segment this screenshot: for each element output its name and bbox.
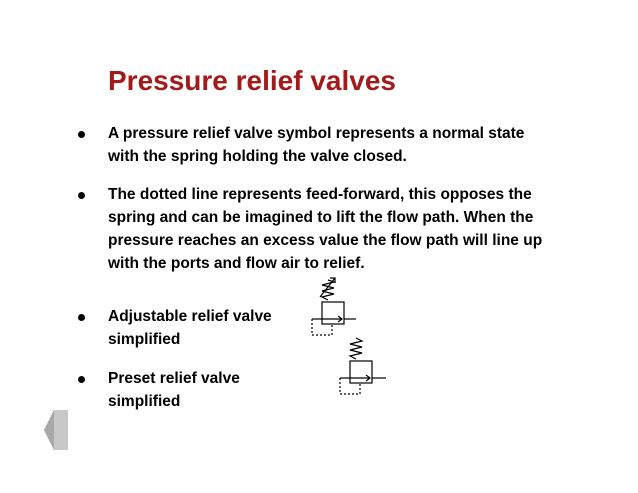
bullet-text-line: Adjustable relief valve [108, 308, 272, 325]
bullet-text-line: simplified [108, 393, 181, 410]
bullet-text-line: Preset relief valve [108, 370, 240, 387]
bullet-dot-icon [78, 192, 85, 199]
bullet-text-line: The dotted line represents feed-forward, this opposes the [108, 186, 532, 203]
bullet-dot-icon [78, 131, 85, 138]
bullet-text-line: pressure reaches an excess value the flow path will line up [108, 232, 543, 249]
bullet-item [108, 183, 578, 275]
bullet-dot-icon [78, 314, 85, 321]
bullet-text-line: A pressure relief valve symbol represents a normal state [108, 125, 525, 142]
bullet-item [108, 122, 568, 168]
previous-slide-arrow-icon[interactable] [44, 410, 68, 450]
bullet-dot-icon [78, 376, 85, 383]
adjustable-relief-valve-symbol-icon [308, 270, 368, 340]
bullet-text-line: simplified [108, 331, 181, 348]
bullet-text-line: spring and can be imagined to lift the flow path. When the [108, 209, 534, 226]
bullet-text-line: with the spring holding the valve closed. [108, 148, 407, 165]
bullet-text-line: with the ports and flow air to relief. [108, 255, 365, 272]
bullet-item [108, 367, 303, 413]
slide-title: Pressure relief valves [108, 65, 396, 96]
bullet-item [108, 305, 303, 351]
preset-relief-valve-symbol-icon [336, 334, 396, 400]
